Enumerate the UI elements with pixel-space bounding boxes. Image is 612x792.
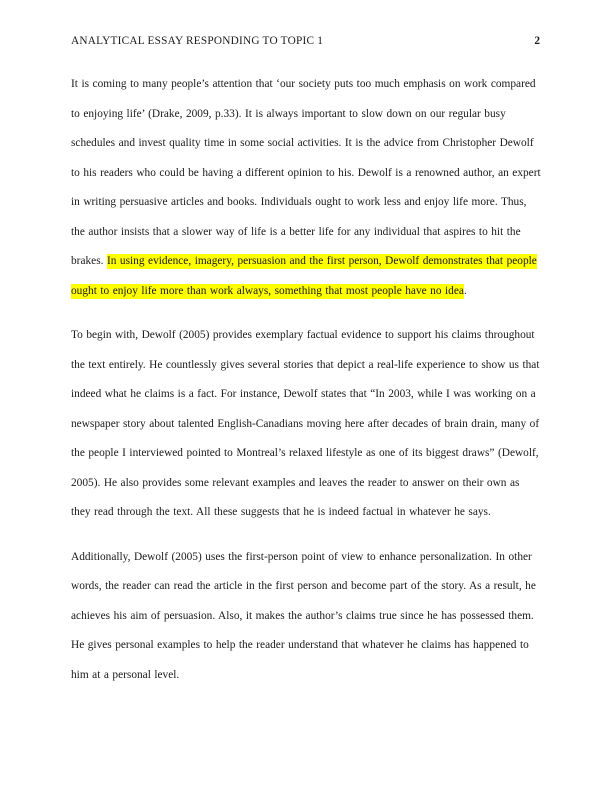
paragraph-3 bbox=[71, 543, 542, 691]
header-title: ANALYTICAL ESSAY RESPONDING TO TOPIC 1 bbox=[71, 35, 324, 47]
paragraph-1 bbox=[71, 70, 542, 306]
essay-body bbox=[71, 70, 542, 690]
body-text: To begin with, Dewolf (2005) provides exemplary factual evidence to support his claims throughout the text entirely. He countlessly gives several stories that depict a real-life experience to show us that indeed what he claims is a fact. For instance, Dewolf states that “In 2003, while I was working on a newspaper story about talented English-Canadians moving here after decades of brain drain, many of the people I interviewed pointed to Montreal’s relaxed lifestyle as one of its biggest draws” (Dewolf, 2005). He also provides some relevant examples and leaves the reader to answer on their own as they read through the text. All these suggests that he is indeed factual in whatever he says. bbox=[71, 329, 540, 518]
highlighted-text: In using evidence, imagery, persuasion and the first person, Dewolf demonstrates that people ought to enjoy life more than work always, something that most people have no idea bbox=[71, 255, 537, 297]
running-header bbox=[71, 33, 540, 49]
body-text: . bbox=[463, 284, 467, 297]
body-text: Additionally, Dewolf (2005) uses the first-person point of view to enhance personalization. In other words, the reader can read the article in the first person and become part of the story. As a result, he achieves his aim of persuasion. Also, it makes the author’s claims true since he has possessed them. He gives personal examples to help the reader understand that whatever he claims has happened to him at a personal level. bbox=[71, 550, 536, 681]
paragraph-2 bbox=[71, 321, 542, 528]
body-text: It is coming to many people’s attention that ‘our society puts too much emphasis on work compared to enjoying life’ (Drake, 2009, p.33). It is always important to slow down on our regular busy schedules and invest quality time in some social activities. It is the advice from Christopher Dewolf to his readers who could be having a different opinion to his. Dewolf is a renowned author, an expert in writing persuasive articles and books. Individuals ought to work less and enjoy life more. Thus, the author insists that a slower way of life is a better life for any individual that aspires to hit the brakes. bbox=[71, 78, 541, 267]
page-number: 2 bbox=[534, 35, 540, 47]
